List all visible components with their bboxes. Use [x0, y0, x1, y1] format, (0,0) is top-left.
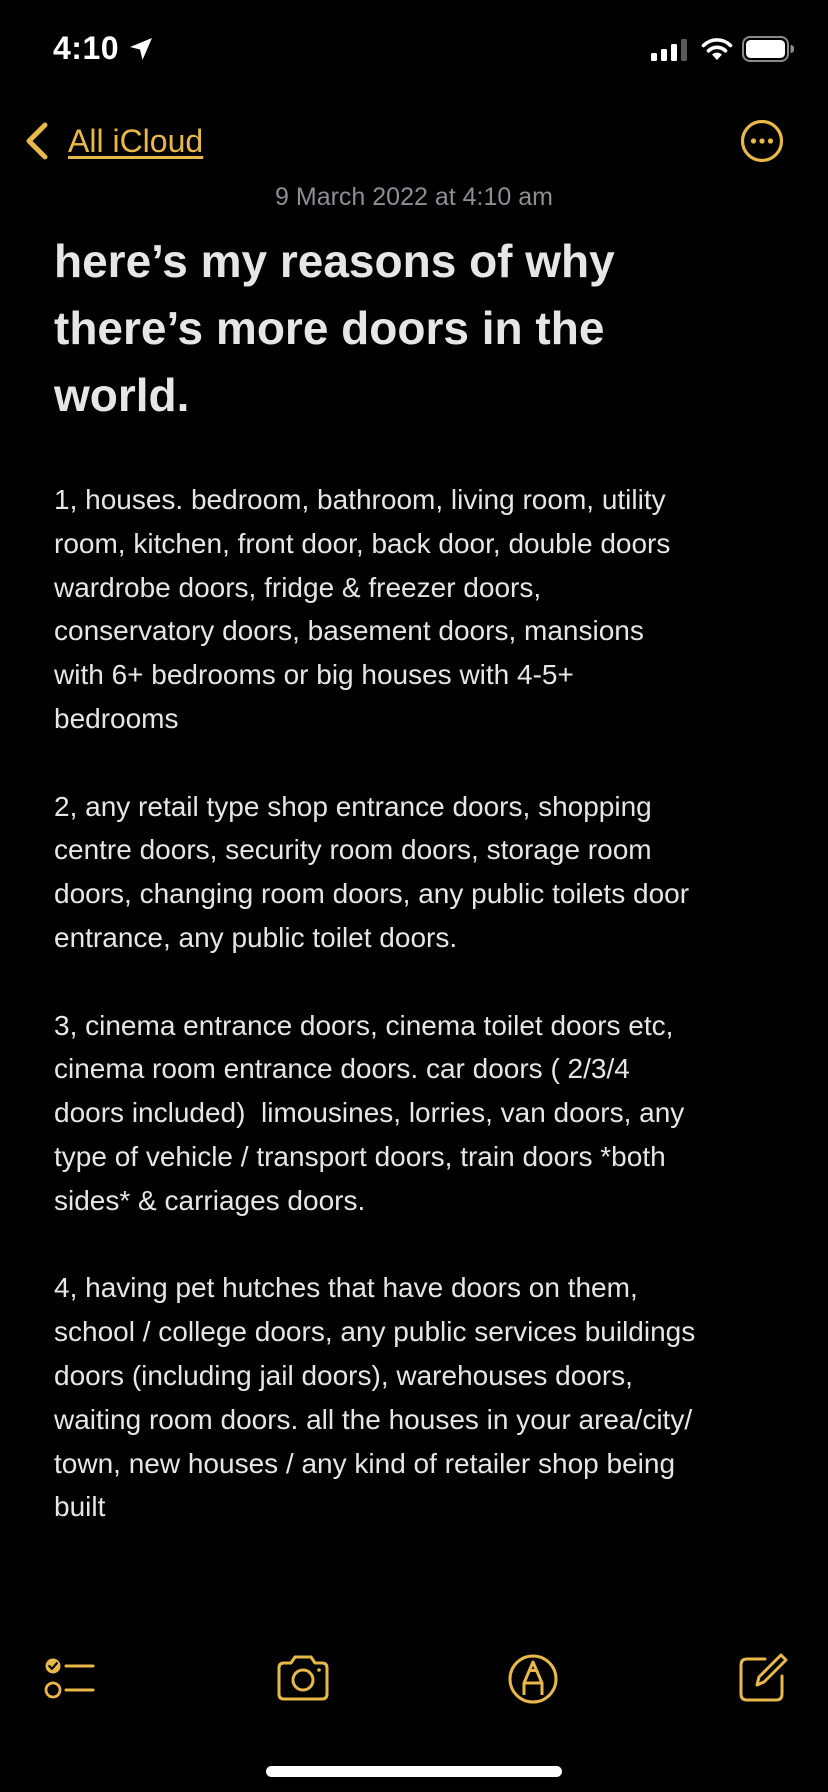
note-line: entrance, any public toilet doors.	[54, 921, 458, 953]
note-line: school / college doors, any public services buildings	[54, 1316, 696, 1348]
status-time: 4:10	[53, 30, 120, 66]
note-line: 4, having pet hutches that have doors on them,	[54, 1272, 638, 1304]
note-title-line: there’s more doors in the	[54, 302, 605, 354]
note-line: 2, any retail type shop entrance doors, shopping	[54, 790, 652, 822]
cellular-signal-icon	[651, 38, 691, 62]
compose-icon	[735, 1650, 791, 1706]
note-line: built	[54, 1491, 106, 1523]
note-line: conservatory doors, basement doors, mansions	[54, 615, 644, 647]
home-indicator[interactable]	[266, 1766, 562, 1777]
chevron-left-icon	[24, 121, 50, 161]
note-line: centre doors, security room doors, storage room	[54, 834, 652, 866]
note-line: sides* & carriages doors.	[54, 1184, 366, 1216]
note-line: 1, houses. bedroom, bathroom, living room, utility	[54, 484, 666, 515]
checklist-button[interactable]	[41, 1650, 97, 1706]
note-line: wardrobe doors, fridge & freezer doors,	[54, 571, 542, 603]
note-line: bedrooms	[54, 702, 179, 734]
status-bar	[0, 0, 828, 100]
note-title-line: here’s my reasons of why	[54, 235, 615, 287]
note-title-line: world.	[54, 369, 190, 421]
ellipsis-circle-icon[interactable]	[740, 119, 784, 163]
camera-icon	[275, 1650, 331, 1706]
back-label[interactable]: All iCloud	[68, 122, 204, 159]
note-line: doors, changing room doors, any public toilets door	[54, 878, 690, 910]
note-line: 3, cinema entrance doors, cinema toilet doors etc,	[54, 1009, 674, 1041]
note-line: doors included) limousines, lorries, van doors, any	[54, 1097, 685, 1129]
note-body[interactable]	[54, 478, 784, 1573]
location-arrow-icon	[128, 36, 154, 62]
bottom-toolbar	[0, 1650, 828, 1710]
checklist-icon	[41, 1650, 97, 1706]
battery-icon	[742, 36, 794, 62]
markup-pen-icon	[505, 1650, 561, 1706]
note-line: waiting room doors. all the houses in your area/city/	[54, 1403, 693, 1435]
camera-button[interactable]	[275, 1650, 331, 1706]
note-line: type of vehicle / transport doors, train doors *both	[54, 1140, 666, 1172]
wifi-icon	[700, 36, 734, 62]
compose-button[interactable]	[735, 1650, 791, 1706]
note-line: doors (including jail doors), warehouses doors,	[54, 1359, 633, 1391]
note-line: room, kitchen, front door, back door, double doors	[54, 527, 671, 559]
note-line: town, new houses / any kind of retailer shop being	[54, 1447, 676, 1479]
note-paragraph	[54, 478, 784, 741]
note-paragraph	[54, 1004, 784, 1223]
markup-button[interactable]	[505, 1650, 561, 1706]
back-button[interactable]	[24, 118, 203, 164]
note-line: cinema room entrance doors. car doors ( 2/3/4	[54, 1053, 630, 1085]
note-paragraph	[54, 785, 784, 960]
note-title[interactable]	[54, 228, 774, 429]
note-date: 9 March 2022 at 4:10 am	[275, 183, 553, 211]
note-line: with 6+ bedrooms or big houses with 4-5+	[54, 659, 574, 691]
note-paragraph	[54, 1266, 784, 1529]
